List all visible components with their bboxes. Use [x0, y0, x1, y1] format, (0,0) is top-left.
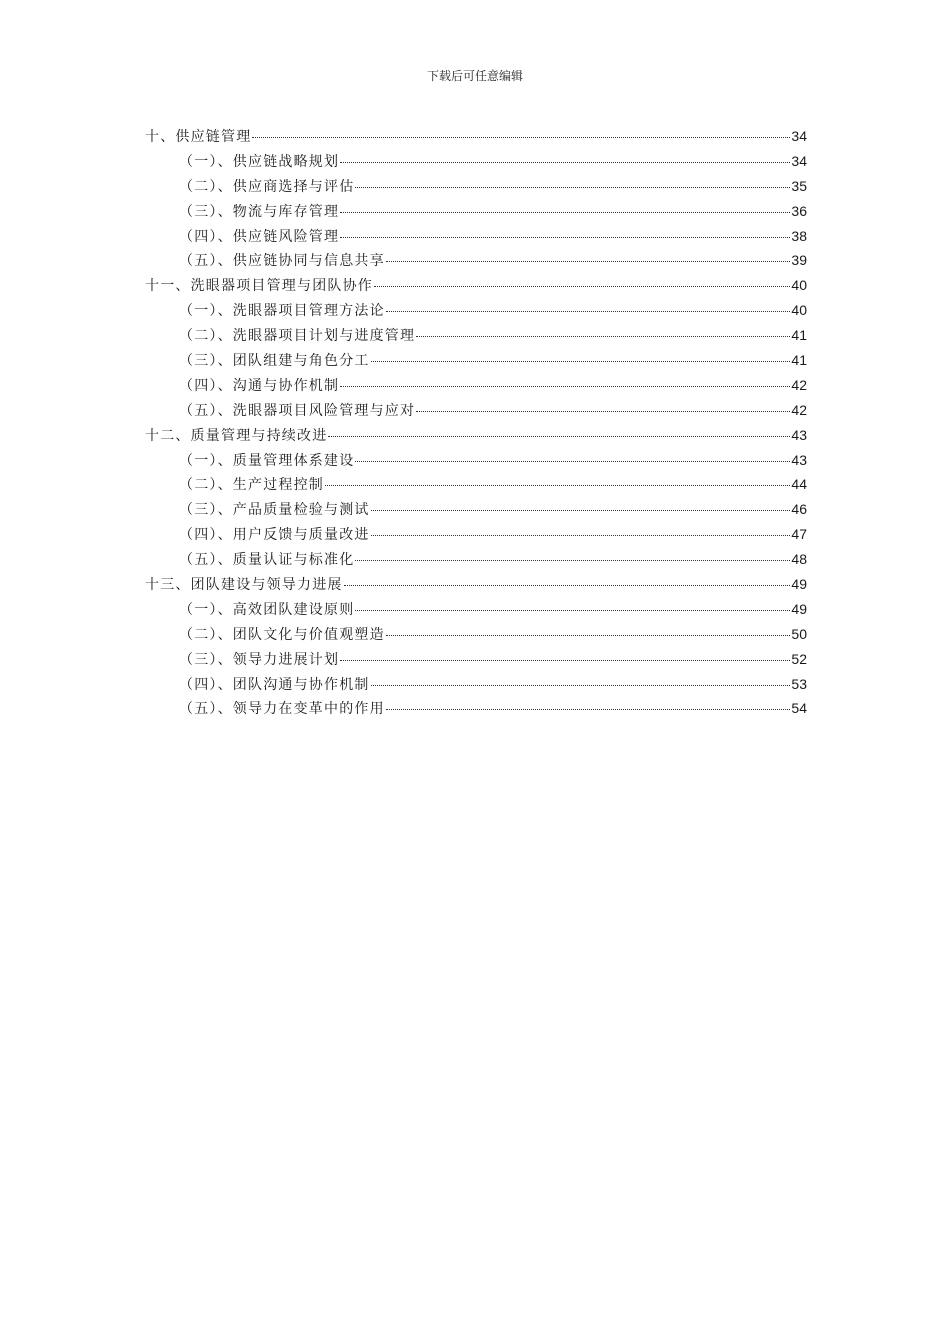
- toc-page-number: 41: [791, 327, 807, 344]
- toc-entry-title: 十、供应链管理: [145, 129, 252, 145]
- toc-entry-title: （四）、沟通与协作机制: [179, 377, 340, 394]
- toc-page-number: 35: [791, 177, 807, 194]
- toc-chapter-entry[interactable]: [145, 425, 807, 450]
- toc-entry-title: （一）、洗眼器项目管理方法论: [179, 303, 385, 320]
- toc-section-entry[interactable]: [145, 250, 807, 275]
- toc-section-entry[interactable]: [145, 649, 807, 674]
- toc-dot-leader: [355, 187, 790, 188]
- toc-entry-title: （一）、高效团队建设原则: [179, 601, 355, 618]
- toc-entry-title: 十三、团队建设与领导力进展: [145, 577, 343, 594]
- toc-dot-leader: [371, 361, 791, 362]
- toc-entry-title: （五）、洗眼器项目风险管理与应对: [179, 402, 416, 419]
- toc-page-number: 41: [791, 352, 807, 369]
- toc-dot-leader: [386, 635, 791, 636]
- toc-dot-leader: [416, 336, 790, 337]
- toc-page-number: 48: [791, 551, 807, 568]
- toc-entry-title: （三）、领导力进展计划: [179, 651, 340, 668]
- toc-section-entry[interactable]: [145, 151, 807, 176]
- page-header: 下载后可任意编辑: [426, 69, 523, 83]
- toc-dot-leader: [325, 485, 790, 486]
- toc-entry-title: （一）、质量管理体系建设: [179, 452, 355, 469]
- toc-dot-leader: [328, 436, 790, 437]
- toc-page-number: 52: [791, 650, 807, 667]
- toc-entry-title: （二）、生产过程控制: [179, 477, 324, 494]
- toc-dot-leader: [386, 311, 791, 312]
- toc-page-number: 42: [791, 376, 807, 393]
- toc-dot-leader: [344, 585, 791, 586]
- toc-page-number: 49: [791, 576, 807, 593]
- toc-entry-title: （三）、团队组建与角色分工: [179, 353, 370, 370]
- toc-section-entry[interactable]: [145, 599, 807, 624]
- toc-section-entry[interactable]: [145, 499, 807, 524]
- toc-entry-title: （二）、供应商选择与评估: [179, 178, 355, 195]
- toc-dot-leader: [355, 461, 790, 462]
- toc-page-number: 36: [791, 202, 807, 219]
- table-of-contents: [145, 126, 807, 723]
- toc-page-number: 54: [791, 700, 807, 717]
- toc-entry-title: 十二、质量管理与持续改进: [145, 427, 328, 444]
- toc-entry-title: （二）、洗眼器项目计划与进度管理: [179, 328, 416, 345]
- toc-page-number: 44: [791, 476, 807, 493]
- toc-section-entry[interactable]: [145, 698, 807, 723]
- toc-page-number: 47: [791, 526, 807, 543]
- toc-entry-title: （五）、质量认证与标准化: [179, 552, 355, 569]
- toc-section-entry[interactable]: [145, 375, 807, 400]
- toc-dot-leader: [374, 286, 790, 287]
- toc-dot-leader: [416, 411, 790, 412]
- toc-section-entry[interactable]: [145, 400, 807, 425]
- toc-section-entry[interactable]: [145, 350, 807, 375]
- toc-entry-title: （五）、供应链协同与信息共享: [179, 253, 385, 270]
- toc-dot-leader: [252, 137, 790, 138]
- toc-entry-title: （三）、物流与库存管理: [179, 203, 340, 220]
- toc-section-entry[interactable]: [145, 524, 807, 549]
- toc-dot-leader: [355, 610, 790, 611]
- toc-page-number: 53: [791, 675, 807, 692]
- toc-entry-title: （四）、供应链风险管理: [179, 228, 340, 245]
- toc-dot-leader: [340, 212, 790, 213]
- toc-page-number: 43: [791, 451, 807, 468]
- toc-page-number: 46: [791, 501, 807, 518]
- toc-chapter-entry[interactable]: [145, 126, 807, 151]
- toc-entry-title: （四）、用户反馈与质量改进: [179, 527, 370, 544]
- toc-dot-leader: [340, 386, 790, 387]
- toc-page-number: 40: [791, 302, 807, 319]
- toc-section-entry[interactable]: [145, 549, 807, 574]
- toc-entry-title: 十一、洗眼器项目管理与团队协作: [145, 278, 373, 295]
- toc-section-entry[interactable]: [145, 624, 807, 649]
- toc-section-entry[interactable]: [145, 474, 807, 499]
- toc-section-entry[interactable]: [145, 674, 807, 699]
- toc-entry-title: （三）、产品质量检验与测试: [179, 502, 370, 519]
- toc-page-number: 42: [791, 401, 807, 418]
- toc-dot-leader: [340, 162, 790, 163]
- toc-dot-leader: [355, 560, 790, 561]
- toc-entry-title: （一）、供应链战略规划: [179, 153, 340, 170]
- toc-entry-title: （四）、团队沟通与协作机制: [179, 676, 370, 693]
- toc-section-entry[interactable]: [145, 300, 807, 325]
- toc-page-number: 34: [791, 152, 807, 169]
- toc-chapter-entry[interactable]: [145, 275, 807, 300]
- toc-section-entry[interactable]: [145, 176, 807, 201]
- toc-dot-leader: [371, 510, 791, 511]
- toc-section-entry[interactable]: [145, 450, 807, 475]
- toc-chapter-entry[interactable]: [145, 574, 807, 599]
- toc-entry-title: （五）、领导力在变革中的作用: [179, 701, 385, 718]
- toc-page-number: 34: [791, 128, 807, 144]
- toc-section-entry[interactable]: [145, 325, 807, 350]
- toc-page-number: 40: [791, 277, 807, 294]
- toc-dot-leader: [340, 237, 790, 238]
- toc-page-number: 43: [791, 426, 807, 443]
- toc-page-number: 50: [791, 625, 807, 642]
- toc-dot-leader: [386, 261, 791, 262]
- toc-dot-leader: [340, 660, 790, 661]
- toc-page-number: 49: [791, 600, 807, 617]
- toc-dot-leader: [371, 535, 791, 536]
- toc-dot-leader: [386, 709, 791, 710]
- toc-page-number: 38: [791, 227, 807, 244]
- toc-dot-leader: [371, 685, 791, 686]
- toc-page-number: 39: [791, 252, 807, 269]
- toc-section-entry[interactable]: [145, 201, 807, 226]
- toc-entry-title: （二）、团队文化与价值观塑造: [179, 626, 385, 643]
- toc-section-entry[interactable]: [145, 226, 807, 251]
